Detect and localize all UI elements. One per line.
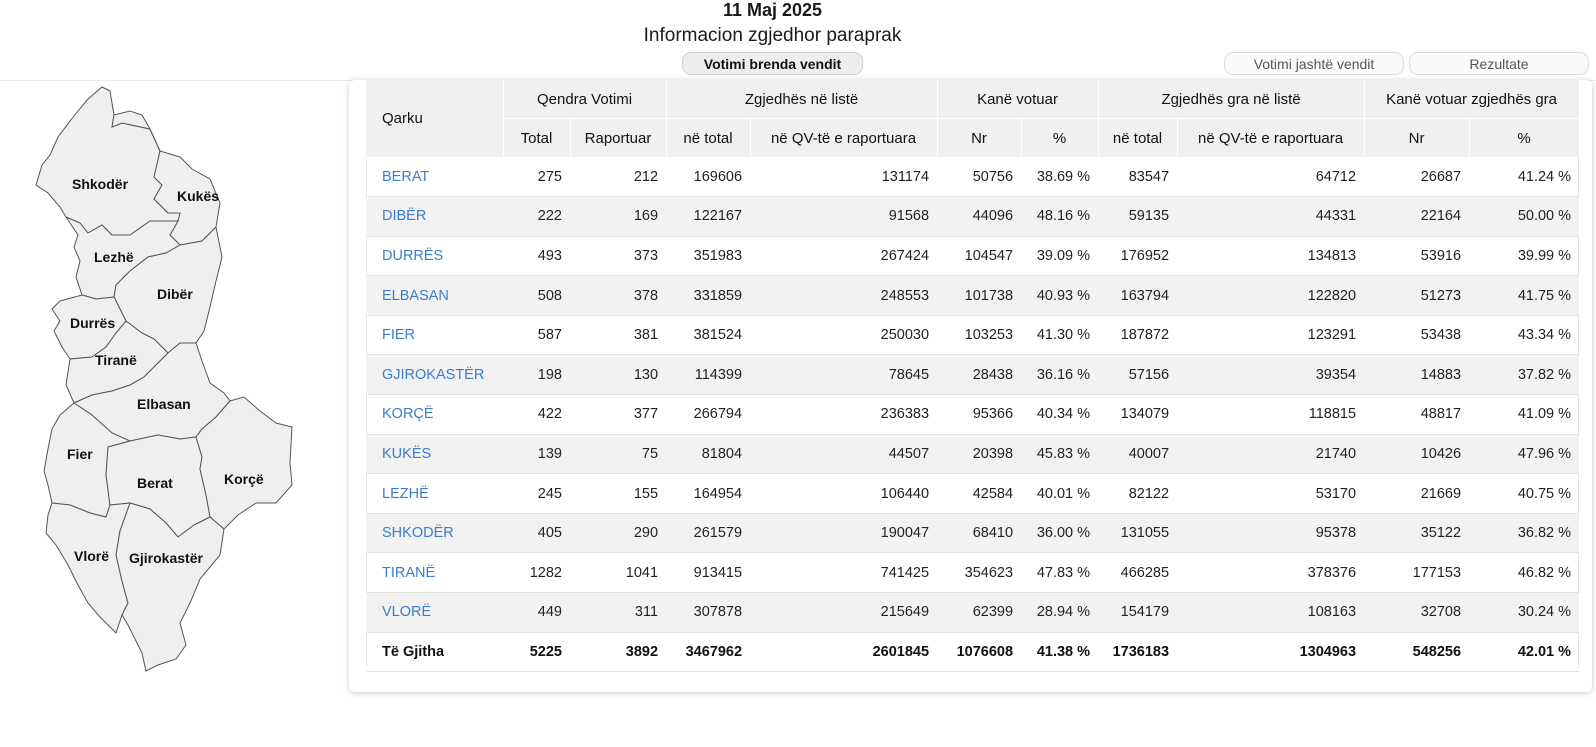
subheader-gra-nr: Nr [1364,119,1469,158]
table-row [366,276,1579,316]
cell-pct: 41.30 % [1021,315,1098,355]
cell-nr: 101738 [937,276,1021,316]
cell-ne-total: 164954 [666,474,750,514]
header-kane-votuar: Kanë votuar [937,80,1098,119]
albania-map [30,85,310,685]
cell-gra-total: 131055 [1098,513,1177,553]
cell-gra-nr: 14883 [1364,355,1469,395]
cell-ne-qv: 236383 [750,395,937,435]
tab-votimi-jashte-vendit[interactable]: Votimi jashtë vendit [1224,52,1404,75]
qarku-link[interactable]: ELBASAN [382,287,449,304]
cell-nr: 103253 [937,315,1021,355]
qarku-link[interactable]: GJIROKASTËR [382,366,485,383]
cell-gra-nr: 32708 [1364,593,1469,633]
subheader-total: Total [503,119,570,158]
table-row [366,395,1579,435]
qarku-link[interactable]: KORÇË [382,406,434,423]
cell-gra-pct: 36.82 % [1469,513,1579,553]
qarku-cell [366,197,503,237]
total-cell-ne-qv: 2601845 [750,632,937,672]
cell-nr: 68410 [937,513,1021,553]
header-qarku: Qarku [366,80,503,157]
cell-total: 493 [503,236,570,276]
qarku-cell [366,434,503,474]
cell-total: 222 [503,197,570,237]
map-label-diber: Dibër [157,286,193,302]
cell-gra-pct: 40.75 % [1469,474,1579,514]
cell-total: 405 [503,513,570,553]
page-date: 11 Maj 2025 [722,0,823,20]
cell-raportuar: 381 [570,315,666,355]
cell-ne-total: 169606 [666,157,750,197]
cell-ne-qv: 91568 [750,197,937,237]
cell-gra-qv: 21740 [1177,434,1364,474]
qarku-link[interactable]: VLORË [382,604,432,621]
cell-ne-qv: 741425 [750,553,937,593]
cell-raportuar: 169 [570,197,666,237]
cell-gra-nr: 53916 [1364,236,1469,276]
map-label-berat: Berat [137,475,173,491]
map-label-shkoder: Shkodër [72,176,129,192]
cell-gra-nr: 21669 [1364,474,1469,514]
cell-ne-qv: 131174 [750,157,937,197]
cell-ne-total: 307878 [666,593,750,633]
cell-raportuar: 311 [570,593,666,633]
cell-nr: 95366 [937,395,1021,435]
qarku-cell [366,474,503,514]
header-qendra-votimi: Qendra Votimi [503,80,666,119]
qarku-link[interactable]: KUKËS [382,445,432,462]
cell-gra-pct: 43.34 % [1469,315,1579,355]
cell-nr: 42584 [937,474,1021,514]
cell-ne-qv: 78645 [750,355,937,395]
header-zgjedhes-gra: Zgjedhës gra në listë [1098,80,1364,119]
cell-total: 449 [503,593,570,633]
total-cell-total: 5225 [503,632,570,672]
cell-raportuar: 290 [570,513,666,553]
total-cell-nr: 1076608 [937,632,1021,672]
table-row [366,315,1579,355]
cell-nr: 44096 [937,197,1021,237]
qarku-cell [366,276,503,316]
map-label-korce: Korçë [224,471,264,487]
cell-ne-qv: 106440 [750,474,937,514]
cell-gra-total: 82122 [1098,474,1177,514]
cell-gra-total: 176952 [1098,236,1177,276]
map-label-elbasan: Elbasan [137,396,191,412]
cell-nr: 354623 [937,553,1021,593]
map-label-kukes: Kukës [177,188,220,204]
total-cell-gra-nr: 548256 [1364,632,1469,672]
cell-ne-qv: 267424 [750,236,937,276]
cell-gra-pct: 50.00 % [1469,197,1579,237]
table-body [366,157,1579,632]
cell-pct: 40.93 % [1021,276,1098,316]
cell-raportuar: 1041 [570,553,666,593]
subheader-nr: Nr [937,119,1021,158]
cell-pct: 40.01 % [1021,474,1098,514]
cell-nr: 50756 [937,157,1021,197]
cell-pct: 39.09 % [1021,236,1098,276]
cell-gra-qv: 134813 [1177,236,1364,276]
cell-gra-pct: 30.24 % [1469,593,1579,633]
cell-pct: 36.00 % [1021,513,1098,553]
table-row [366,157,1579,197]
table-totals [366,632,1579,672]
cell-gra-nr: 177153 [1364,553,1469,593]
cell-ne-total: 81804 [666,434,750,474]
header-zgjedhes-ne-liste: Zgjedhës në listë [666,80,937,119]
total-cell-pct: 41.38 % [1021,632,1098,672]
map-region-vlore[interactable] [46,503,130,633]
tab-rezultate[interactable]: Rezultate [1409,52,1589,75]
cell-gra-qv: 122820 [1177,276,1364,316]
cell-gra-qv: 95378 [1177,513,1364,553]
results-panel [349,80,1592,692]
table-row [366,513,1579,553]
subheader-ne-qv: në QV-të e raportuara [750,119,937,158]
map-label-vlore: Vlorë [74,548,110,564]
subheader-gra-qv: në QV-të e raportuara [1177,119,1364,158]
cell-raportuar: 378 [570,276,666,316]
qarku-cell [366,513,503,553]
cell-pct: 36.16 % [1021,355,1098,395]
map-label-fier: Fier [67,446,93,462]
subheader-gra-total: në total [1098,119,1177,158]
cell-gra-nr: 22164 [1364,197,1469,237]
cell-pct: 28.94 % [1021,593,1098,633]
qarku-cell [366,593,503,633]
cell-gra-nr: 51273 [1364,276,1469,316]
cell-gra-pct: 41.24 % [1469,157,1579,197]
cell-total: 508 [503,276,570,316]
cell-nr: 20398 [937,434,1021,474]
qarku-link[interactable]: FIER [382,327,416,344]
cell-total: 198 [503,355,570,395]
qarku-cell [366,355,503,395]
cell-total: 139 [503,434,570,474]
total-cell-gra-pct: 42.01 % [1469,632,1579,672]
cell-gra-qv: 378376 [1177,553,1364,593]
cell-ne-qv: 190047 [750,513,937,553]
cell-ne-qv: 215649 [750,593,937,633]
cell-nr: 62399 [937,593,1021,633]
tab-votimi-brenda-vendit[interactable]: Votimi brenda vendit [682,52,863,75]
cell-raportuar: 130 [570,355,666,395]
cell-gra-total: 40007 [1098,434,1177,474]
qarku-cell [366,157,503,197]
cell-pct: 38.69 % [1021,157,1098,197]
cell-gra-pct: 41.75 % [1469,276,1579,316]
cell-raportuar: 155 [570,474,666,514]
table-row [366,355,1579,395]
cell-raportuar: 75 [570,434,666,474]
map-label-tirane: Tiranë [95,352,137,368]
table-row [366,434,1579,474]
cell-gra-pct: 41.09 % [1469,395,1579,435]
cell-gra-pct: 47.96 % [1469,434,1579,474]
qarku-cell [366,395,503,435]
qarku-link[interactable]: BERAT [382,168,430,185]
cell-gra-total: 134079 [1098,395,1177,435]
map-label-lezhe: Lezhë [94,249,134,265]
cell-gra-total: 466285 [1098,553,1177,593]
map-label-durres: Durrës [70,315,116,331]
cell-ne-total: 351983 [666,236,750,276]
qarku-link[interactable]: LEZHË [382,485,429,502]
table-row [366,593,1579,633]
cell-gra-total: 83547 [1098,157,1177,197]
cell-ne-total: 381524 [666,315,750,355]
cell-gra-qv: 123291 [1177,315,1364,355]
cell-gra-qv: 118815 [1177,395,1364,435]
map-label-gjirokaster: Gjirokastër [129,550,203,566]
cell-gra-pct: 39.99 % [1469,236,1579,276]
cell-gra-total: 59135 [1098,197,1177,237]
cell-gra-pct: 37.82 % [1469,355,1579,395]
table-row [366,197,1579,237]
cell-gra-total: 154179 [1098,593,1177,633]
cell-ne-total: 122167 [666,197,750,237]
cell-raportuar: 377 [570,395,666,435]
cell-total: 422 [503,395,570,435]
cell-pct: 40.34 % [1021,395,1098,435]
totals-label: Të Gjitha [366,632,503,672]
cell-gra-qv: 64712 [1177,157,1364,197]
cell-ne-qv: 250030 [750,315,937,355]
table-row [366,553,1579,593]
cell-pct: 45.83 % [1021,434,1098,474]
cell-gra-qv: 108163 [1177,593,1364,633]
cell-pct: 47.83 % [1021,553,1098,593]
qarku-link[interactable]: DIBËR [382,208,427,225]
cell-gra-qv: 39354 [1177,355,1364,395]
cell-gra-total: 57156 [1098,355,1177,395]
cell-gra-total: 187872 [1098,315,1177,355]
total-cell-ne-total: 3467962 [666,632,750,672]
cell-gra-qv: 44331 [1177,197,1364,237]
cell-gra-nr: 10426 [1364,434,1469,474]
cell-ne-total: 913415 [666,553,750,593]
header-kane-votuar-gra: Kanë votuar zgjedhës gra [1364,80,1579,119]
cell-raportuar: 212 [570,157,666,197]
cell-ne-total: 261579 [666,513,750,553]
qarku-link[interactable]: TIRANË [382,564,436,581]
table-row [366,236,1579,276]
cell-gra-nr: 48817 [1364,395,1469,435]
cell-nr: 104547 [937,236,1021,276]
page-title: Informacion zgjedhor paraprak [643,25,902,46]
qarku-link[interactable]: SHKODËR [382,525,454,542]
qarku-cell [366,553,503,593]
cell-ne-total: 331859 [666,276,750,316]
totals-row [366,632,1579,672]
total-cell-raportuar: 3892 [570,632,666,672]
subheader-row [366,119,1579,158]
cell-gra-total: 163794 [1098,276,1177,316]
cell-ne-total: 266794 [666,395,750,435]
cell-gra-nr: 26687 [1364,157,1469,197]
cell-total: 587 [503,315,570,355]
subheader-ne-total: në total [666,119,750,158]
subheader-raportuar: Raportuar [570,119,666,158]
cell-ne-total: 114399 [666,355,750,395]
qarku-cell [366,315,503,355]
subheader-gra-pct: % [1469,119,1579,158]
qarku-link[interactable]: DURRËS [382,247,444,264]
qarku-cell [366,236,503,276]
subheader-pct: % [1021,119,1098,158]
cell-raportuar: 373 [570,236,666,276]
cell-total: 245 [503,474,570,514]
cell-gra-qv: 53170 [1177,474,1364,514]
results-table [366,80,1580,672]
table-row [366,474,1579,514]
cell-total: 275 [503,157,570,197]
cell-gra-nr: 53438 [1364,315,1469,355]
total-cell-gra-total: 1736183 [1098,632,1177,672]
cell-ne-qv: 44507 [750,434,937,474]
cell-nr: 28438 [937,355,1021,395]
cell-pct: 48.16 % [1021,197,1098,237]
cell-gra-nr: 35122 [1364,513,1469,553]
cell-ne-qv: 248553 [750,276,937,316]
total-cell-gra-qv: 1304963 [1177,632,1364,672]
map-region-gjirokaster[interactable] [116,503,224,671]
cell-gra-pct: 46.82 % [1469,553,1579,593]
cell-total: 1282 [503,553,570,593]
